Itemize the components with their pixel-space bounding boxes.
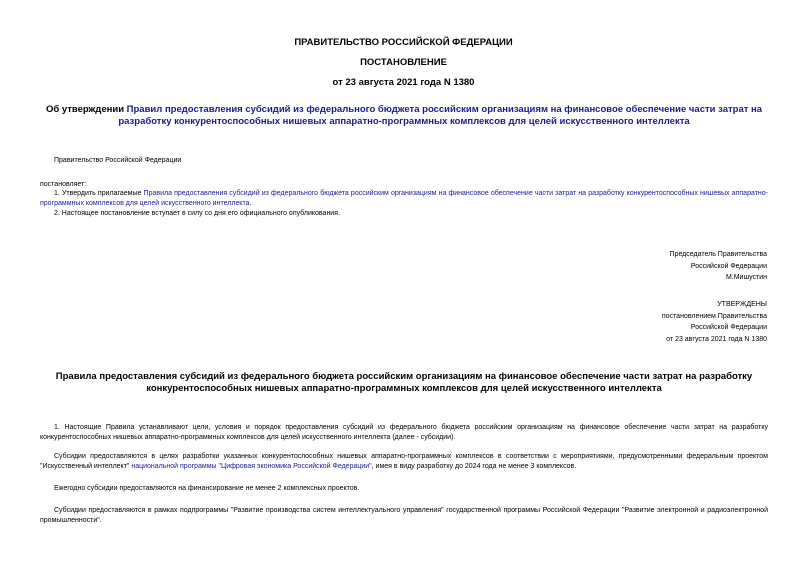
subject-prefix: Об утверждении (45, 104, 127, 115)
date-number-heading: от 23 августа 2021 года N 1380 (332, 77, 475, 88)
intro-decides: постановляет: (40, 181, 87, 188)
item-1-rules-link[interactable]: Правила предоставления субсидий из федерального бюджета российским организациям на финансовое обеспечение части затрат на разработку конкурентоспособных нишевых аппаратно-программных комплексов для целей искусственного интеллекта (40, 190, 768, 207)
rules-paragraph-2-text-a: Субсидии предоставляются в целях разработки указанных конкурентоспособных нишевых аппаратно-программных комплексов в соответствии с мероприятиями, предусмотренными федеральным проектом "Искусственный интеллект" (40, 453, 768, 470)
item-2: 2. Настоящее постановление вступает в силу со дня его официального опубликования. (54, 210, 340, 217)
document-subject (40, 104, 768, 128)
item-1 (40, 189, 768, 208)
signature-org: Российской Федерации (690, 262, 767, 270)
subject-rules-link[interactable]: Правил предоставления субсидий из федерального бюджета российским организациям на финансовое обеспечение части затрат на разработку конкурентоспособных нишевых аппаратно-программных комплексов для целей искусственного интеллекта (118, 104, 763, 127)
national-program-link[interactable]: национальной программы "Цифровая экономика Российской Федерации" (131, 462, 372, 470)
item-1-prefix: 1. Утвердить прилагаемые (54, 190, 144, 197)
approval-by: постановлением Правительства (661, 312, 767, 320)
rules-paragraph-2-text-b: , имея в виду разработку до 2024 года не менее 3 комплексов. (371, 462, 577, 470)
signature-block (670, 249, 767, 284)
rules-paragraph-2 (40, 452, 768, 471)
signature-name: М.Мишустин (725, 274, 767, 282)
approval-org: Российской Федерации (690, 324, 767, 332)
rules-paragraph-4: Субсидии предоставляются в рамках подпрограммы "Развитие производства систем интеллектуального управления" государственной программы Российской Федерации "Развитие электронной и радиоэлектронной промышленности". (40, 507, 768, 524)
approval-block (662, 299, 767, 345)
signature-position: Председатель Правительства (669, 251, 767, 258)
rules-paragraph-3: Ежегодно субсидии предоставляются на финансирование не менее 2 комплексных проектов. (54, 485, 360, 492)
approval-date: от 23 августа 2021 года N 1380 (666, 335, 767, 343)
item-1-suffix: . (249, 199, 252, 207)
approval-title: УТВЕРЖДЕНЫ (717, 301, 767, 308)
rules-paragraph-1: 1. Настоящие Правила устанавливают цели, условия и порядок предоставления субсидий из федерального бюджета российским организациям на финансовое обеспечение части затрат на разработку конкурентоспособных нишевых аппаратно-программных комплексов для целей искусственного интеллекта (далее - субсидии). (40, 424, 768, 441)
rules-title: Правила предоставления субсидий из федерального бюджета российским организациям на финансовое обеспечение части затрат на разработку конкурентоспособных нишевых аппаратно-программных комплексов для целей искусственного интеллекта (55, 371, 753, 394)
intro-government: Правительство Российской Федерации (54, 157, 182, 164)
government-heading: ПРАВИТЕЛЬСТВО РОССИЙСКОЙ ФЕДЕРАЦИИ (294, 37, 513, 48)
document-type-heading: ПОСТАНОВЛЕНИЕ (360, 57, 447, 68)
